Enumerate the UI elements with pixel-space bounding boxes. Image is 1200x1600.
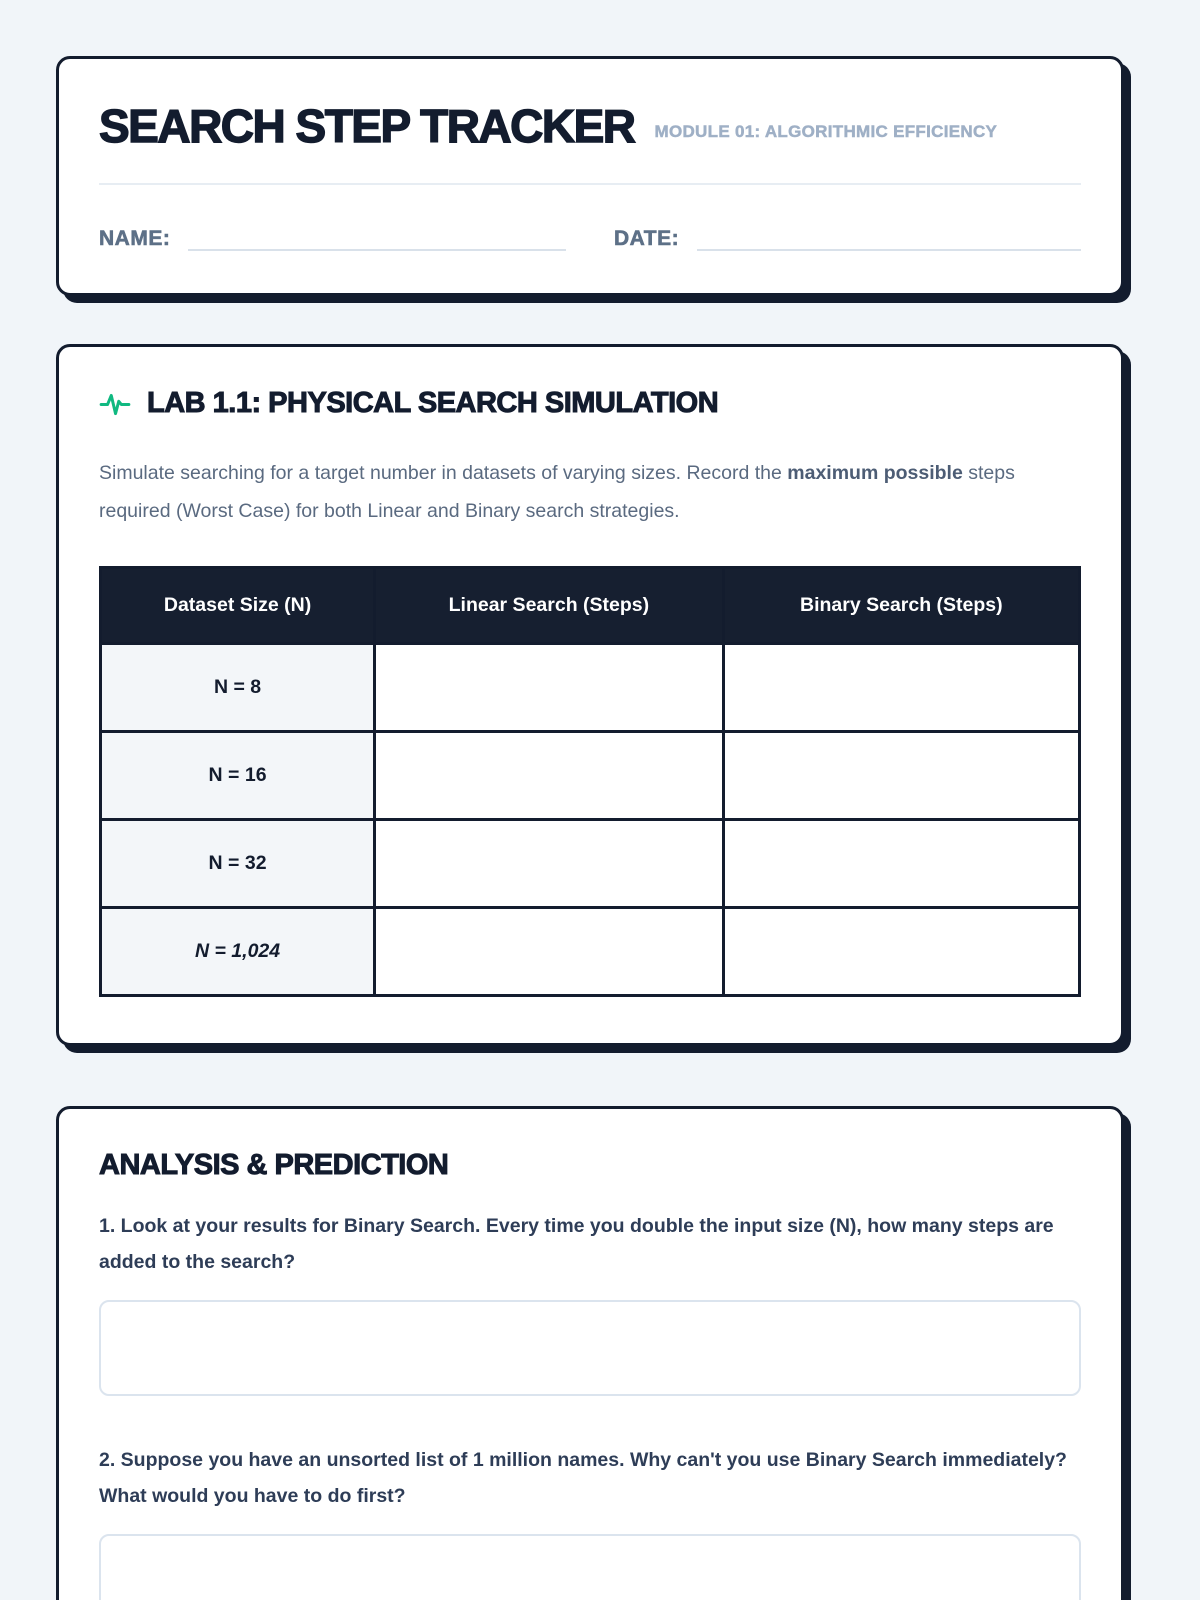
question-2-answer-box[interactable] <box>99 1534 1081 1600</box>
lab-description <box>99 454 1081 530</box>
linear-steps-cell-n16[interactable] <box>375 732 724 820</box>
linear-steps-cell-n1024[interactable] <box>375 908 724 996</box>
column-header-binary-search: Binary Search (Steps) <box>723 568 1079 644</box>
lab-description-after: steps required (Worst Case) for both Linear and Binary search strategies. <box>99 462 1015 522</box>
pulse-icon <box>99 388 131 420</box>
row-label-n32: N = 32 <box>101 820 375 908</box>
lab-description-before: Simulate searching for a target number in datasets of varying sizes. Record the <box>99 462 788 484</box>
name-date-row <box>99 221 1081 251</box>
name-label: NAME: <box>99 227 171 250</box>
table-row <box>101 820 1080 908</box>
row-label-n1024: N = 1,024 <box>101 908 375 996</box>
binary-steps-cell-n16[interactable] <box>723 732 1079 820</box>
row-label-n16: N = 16 <box>101 732 375 820</box>
column-header-linear-search: Linear Search (Steps) <box>375 568 724 644</box>
binary-steps-cell-n32[interactable] <box>723 820 1079 908</box>
lab-card <box>56 344 1124 1046</box>
table-header-row <box>101 568 1080 644</box>
column-header-dataset-size: Dataset Size (N) <box>101 568 375 644</box>
date-input-line[interactable] <box>697 221 1081 251</box>
table-row <box>101 908 1080 996</box>
lab-section-title: LAB 1.1: PHYSICAL SEARCH SIMULATION <box>147 387 719 419</box>
name-input-line[interactable] <box>188 221 566 251</box>
header-card <box>56 56 1124 296</box>
question-2-text: 2. Suppose you have an unsorted list of 1 million names. Why can't you use Binary Search immediately? What would you have to do first? <box>99 1449 1067 1507</box>
lab-description-bold: maximum possible <box>787 462 963 484</box>
binary-steps-cell-n1024[interactable] <box>723 908 1079 996</box>
table-row <box>101 732 1080 820</box>
header-title-row <box>99 99 1081 153</box>
linear-steps-cell-n32[interactable] <box>375 820 724 908</box>
date-label: DATE: <box>614 227 680 250</box>
linear-steps-cell-n8[interactable] <box>375 644 724 732</box>
table-row <box>101 644 1080 732</box>
date-field <box>614 221 1081 251</box>
row-label-n8: N = 8 <box>101 644 375 732</box>
header-divider <box>99 183 1081 185</box>
lab-title-row <box>99 387 1081 420</box>
binary-steps-cell-n8[interactable] <box>723 644 1079 732</box>
module-subtitle: MODULE 01: ALGORITHMIC EFFICIENCY <box>654 122 998 141</box>
name-field <box>99 221 566 251</box>
search-steps-table <box>99 566 1081 997</box>
question-1-text: 1. Look at your results for Binary Search. Every time you double the input size (N), how many steps are added to the search? <box>99 1215 1054 1273</box>
page-title: SEARCH STEP TRACKER <box>99 100 635 152</box>
analysis-card <box>56 1106 1124 1600</box>
analysis-section-title: ANALYSIS & PREDICTION <box>99 1149 449 1181</box>
question-1-answer-box[interactable] <box>99 1300 1081 1396</box>
